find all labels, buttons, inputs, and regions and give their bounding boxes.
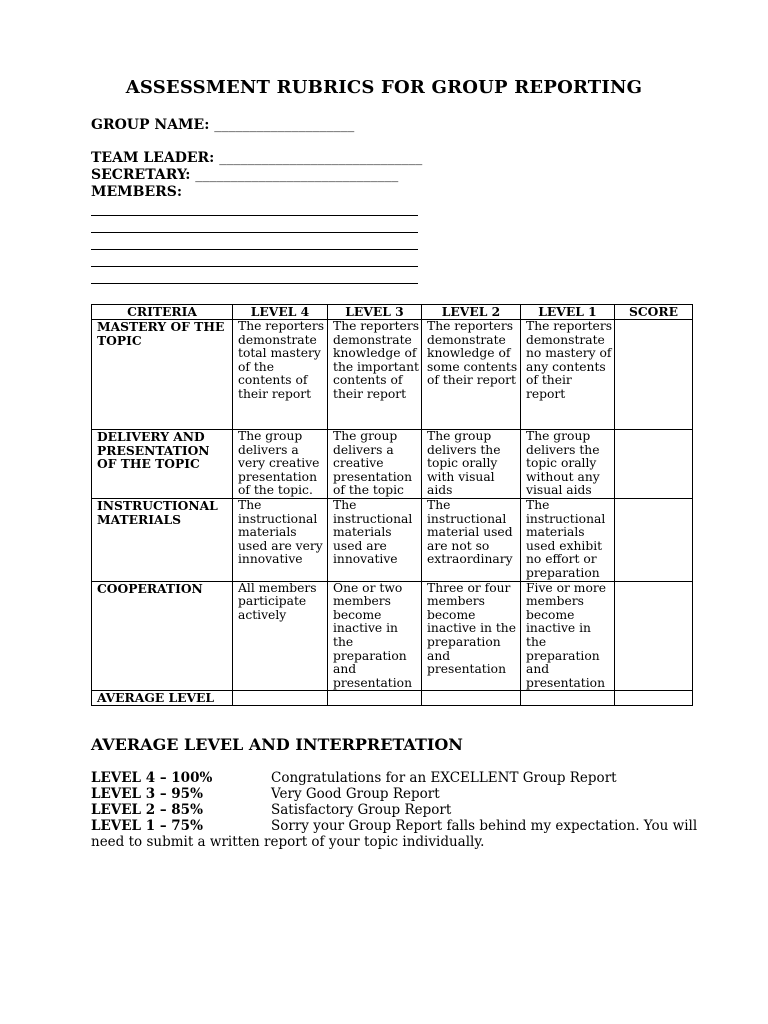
score-cell[interactable]: [615, 499, 693, 582]
group-name-label: GROUP NAME:: [91, 117, 210, 133]
interpretation-level-4: LEVEL 4 – 100%: [91, 770, 213, 786]
level-2-cell: The reporters demonstrate knowledge of some contents of their report: [422, 320, 521, 430]
member-line-1[interactable]: [91, 215, 418, 216]
member-line-4[interactable]: [91, 266, 418, 267]
level-1-cell: Five or more members become inactive in the preparation and presentation: [521, 581, 615, 691]
level-4-cell: The reporters demonstrate total mastery of the contents of their report: [233, 320, 328, 430]
secretary-field: [91, 167, 398, 184]
average-level-2-cell[interactable]: [422, 691, 521, 706]
level-3-cell: The instructional materials used are innovative: [328, 499, 422, 582]
level-1-cell: The group delivers the topic orally without any visual aids: [521, 430, 615, 499]
table-row: [92, 499, 693, 582]
header-level-3: LEVEL 3: [328, 305, 422, 320]
level-1-cell: The instructional materials used exhibit no effort or preparation: [521, 499, 615, 582]
level-3-cell: One or two members become inactive in the preparation and presentation: [328, 581, 422, 691]
header-level-2: LEVEL 2: [422, 305, 521, 320]
score-cell[interactable]: [615, 581, 693, 691]
header-score: SCORE: [615, 305, 693, 320]
rubric-table: [91, 304, 693, 706]
average-level-4-cell[interactable]: [233, 691, 328, 706]
team-leader-field: [91, 150, 422, 167]
level-2-cell: The instructional material used are not so extraordinary: [422, 499, 521, 582]
score-cell[interactable]: [615, 430, 693, 499]
member-line-2[interactable]: [91, 232, 418, 233]
criteria-cell: COOPERATION: [92, 581, 233, 691]
level-1-cell: The reporters demonstrate no mastery of any contents of their report: [521, 320, 615, 430]
level-4-cell: All members participate actively: [233, 581, 328, 691]
header-level-4: LEVEL 4: [233, 305, 328, 320]
average-level-label: AVERAGE LEVEL: [92, 691, 233, 706]
group-name-blank[interactable]: ____________________: [214, 117, 355, 133]
level-2-cell: Three or four members become inactive in the preparation and presentation: [422, 581, 521, 691]
level-4-cell: The group delivers a very creative presentation of the topic.: [233, 430, 328, 499]
document-title: ASSESSMENT RUBRICS FOR GROUP REPORTING: [125, 77, 643, 98]
interpretation-text-1: Sorry your Group Report falls behind my expectation. You will: [271, 818, 698, 834]
interpretation-text-2: Satisfactory Group Report: [271, 802, 452, 818]
member-line-3[interactable]: [91, 249, 418, 250]
score-cell[interactable]: [615, 320, 693, 430]
average-level-3-cell[interactable]: [328, 691, 422, 706]
criteria-cell: INSTRUCTIONAL MATERIALS: [92, 499, 233, 582]
table-header-row: [92, 305, 693, 320]
team-leader-label: TEAM LEADER:: [91, 150, 215, 166]
interpretation-level-1: LEVEL 1 – 75%: [91, 818, 203, 834]
secretary-blank[interactable]: _____________________________: [195, 167, 399, 183]
table-row: [92, 430, 693, 499]
table-row: [92, 581, 693, 691]
interpretation-text-4: Congratulations for an EXCELLENT Group Report: [271, 770, 617, 786]
average-score-cell[interactable]: [615, 691, 693, 706]
header-level-1: LEVEL 1: [521, 305, 615, 320]
level-2-cell: The group delivers the topic orally with visual aids: [422, 430, 521, 499]
average-level-row: [92, 691, 693, 706]
team-leader-blank[interactable]: _____________________________: [219, 150, 423, 166]
level-3-cell: The group delivers a creative presentation of the topic: [328, 430, 422, 499]
table-row: [92, 320, 693, 430]
interpretation-title: AVERAGE LEVEL AND INTERPRETATION: [91, 735, 463, 754]
interpretation-level-2: LEVEL 2 – 85%: [91, 802, 203, 818]
group-name-field: [91, 117, 354, 134]
header-criteria: CRITERIA: [92, 305, 233, 320]
criteria-cell: DELIVERY AND PRESENTATION OF THE TOPIC: [92, 430, 233, 499]
criteria-cell: MASTERY OF THE TOPIC: [92, 320, 233, 430]
average-level-1-cell[interactable]: [521, 691, 615, 706]
level-3-cell: The reporters demonstrate knowledge of the important contents of their report: [328, 320, 422, 430]
members-label: MEMBERS:: [91, 184, 183, 200]
member-line-5[interactable]: [91, 283, 418, 284]
interpretation-continuation: need to submit a written report of your topic individually.: [91, 834, 485, 850]
level-4-cell: The instructional materials used are very innovative: [233, 499, 328, 582]
interpretation-level-3: LEVEL 3 – 95%: [91, 786, 203, 802]
secretary-label: SECRETARY:: [91, 167, 191, 183]
interpretation-text-3: Very Good Group Report: [271, 786, 440, 802]
